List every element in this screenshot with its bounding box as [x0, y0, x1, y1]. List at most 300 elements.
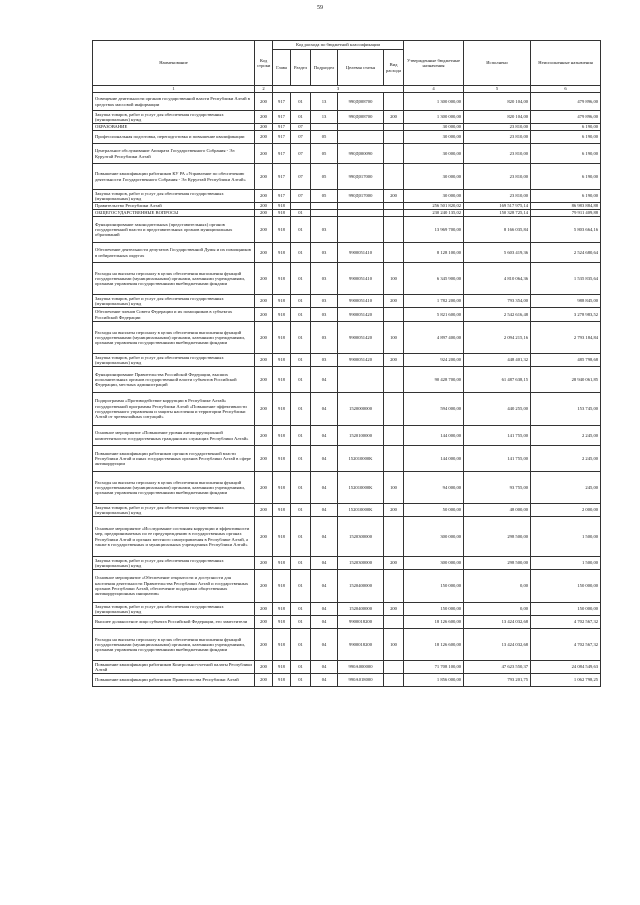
cell-a: 924 200,00: [404, 354, 464, 367]
table-row: [93, 354, 601, 367]
cell-u: 4 702 567,32: [531, 629, 601, 661]
cell-code: 200: [255, 308, 273, 322]
table-row: [93, 308, 601, 322]
table-body: [93, 93, 601, 687]
cell-g: 918: [273, 446, 291, 472]
header-target: Целевая статья: [338, 50, 384, 86]
cell-v: [384, 210, 404, 217]
cell-g: 918: [273, 629, 291, 661]
cell-code: 200: [255, 504, 273, 517]
cell-r: 01: [291, 308, 311, 322]
cell-name: ОБРАЗОВАНИЕ: [93, 124, 255, 131]
cell-u: 150 000,00: [531, 570, 601, 603]
cell-v: [384, 203, 404, 210]
cell-a: 18 126 600,00: [404, 616, 464, 629]
cell-code: 200: [255, 263, 273, 295]
cell-e: 4 810 064,36: [464, 263, 531, 295]
cell-u: 6 190,00: [531, 131, 601, 144]
cell-g: 918: [273, 295, 291, 308]
cell-t: 1520400000: [338, 603, 384, 616]
cell-g: 918: [273, 354, 291, 367]
cell-a: 594 000,00: [404, 393, 464, 426]
index-cell: 6: [531, 86, 601, 93]
cell-a: 300 000,00: [404, 517, 464, 557]
cell-u: 245,00: [531, 472, 601, 504]
cell-t: [338, 210, 384, 217]
cell-a: 30 000,00: [404, 144, 464, 164]
table-row: [93, 393, 601, 426]
cell-t: [338, 217, 384, 243]
cell-v: 200: [384, 557, 404, 570]
cell-p: 13: [311, 111, 338, 124]
cell-a: 5 821 600,00: [404, 308, 464, 322]
table-row: [93, 190, 601, 203]
cell-u: 1 500,00: [531, 557, 601, 570]
cell-code: 200: [255, 164, 273, 190]
cell-name: Функционирование Правительства Российской Федерации, высших исполнительных органов государственной власти субъектов Российской Федерации, местных администраций: [93, 367, 255, 393]
cell-t: [338, 124, 384, 131]
cell-a: 30 000,00: [404, 131, 464, 144]
cell-e: 793 354,00: [464, 295, 531, 308]
cell-a: 71 708 100,00: [404, 661, 464, 674]
cell-g: 918: [273, 367, 291, 393]
cell-v: 100: [384, 629, 404, 661]
cell-code: 200: [255, 661, 273, 674]
cell-v: [384, 144, 404, 164]
cell-name: Повышение квалификации работников Правительства Республики Алтай: [93, 674, 255, 687]
index-cell: 4: [404, 86, 464, 93]
cell-p: [311, 203, 338, 210]
cell-e: 23 810,00: [464, 144, 531, 164]
cell-code: 200: [255, 393, 273, 426]
cell-g: 917: [273, 93, 291, 111]
cell-name: Высшее должностное лицо субъекта Российской Федерации, его заместители: [93, 616, 255, 629]
table-row: [93, 243, 601, 263]
cell-code: 200: [255, 674, 273, 687]
cell-p: 04: [311, 367, 338, 393]
cell-p: 04: [311, 504, 338, 517]
cell-u: 6 190,00: [531, 164, 601, 190]
cell-v: [384, 426, 404, 446]
cell-a: 30 000,00: [404, 124, 464, 131]
header-budget-class: Код расхода по бюджетной классификации: [273, 41, 404, 50]
cell-t: 1520100000: [338, 426, 384, 446]
cell-p: 04: [311, 517, 338, 557]
cell-t: 990Д017000: [338, 164, 384, 190]
cell-r: 01: [291, 243, 311, 263]
cell-name: Обеспечение деятельности депутатов Государственной Думы и их помощников в избирательных округах: [93, 243, 255, 263]
cell-g: 918: [273, 322, 291, 354]
cell-u: 2 245,00: [531, 446, 601, 472]
cell-v: [384, 674, 404, 687]
cell-v: [384, 446, 404, 472]
header-podrazdel: Подраздел: [311, 50, 338, 86]
table-row: [93, 164, 601, 190]
cell-r: 01: [291, 354, 311, 367]
cell-v: [384, 616, 404, 629]
table-row: [93, 472, 601, 504]
cell-t: 152010000K: [338, 504, 384, 517]
cell-g: 917: [273, 111, 291, 124]
cell-g: 918: [273, 308, 291, 322]
cell-u: 2 000,00: [531, 504, 601, 517]
cell-v: 200: [384, 111, 404, 124]
cell-e: 298 500,00: [464, 517, 531, 557]
cell-t: 152010000K: [338, 446, 384, 472]
cell-r: 01: [291, 504, 311, 517]
cell-code: 200: [255, 557, 273, 570]
cell-g: 918: [273, 616, 291, 629]
cell-a: 50 000,00: [404, 504, 464, 517]
cell-t: 9900051410: [338, 295, 384, 308]
cell-u: 3 278 983,52: [531, 308, 601, 322]
cell-a: 150 000,00: [404, 570, 464, 603]
table-row: [93, 263, 601, 295]
cell-e: 2 542 616,48: [464, 308, 531, 322]
cell-g: 918: [273, 570, 291, 603]
cell-e: 23 810,00: [464, 131, 531, 144]
cell-u: 479 896,00: [531, 111, 601, 124]
cell-e: 141 755,00: [464, 426, 531, 446]
cell-r: 01: [291, 517, 311, 557]
cell-r: 01: [291, 426, 311, 446]
cell-g: 917: [273, 164, 291, 190]
cell-code: 200: [255, 111, 273, 124]
cell-t: 9900051410: [338, 263, 384, 295]
cell-name: Функционирование законодательных (представительных) органов государственной власти и представительных органов муниципальных образований: [93, 217, 255, 243]
cell-e: 793 201,75: [464, 674, 531, 687]
cell-v: 100: [384, 472, 404, 504]
cell-r: 01: [291, 616, 311, 629]
table-row: [93, 557, 601, 570]
cell-r: 01: [291, 93, 311, 111]
cell-u: 1 500,00: [531, 517, 601, 557]
table-row: [93, 570, 601, 603]
cell-name: Повышение квалификации работников органов государственной власти Республики Алтай и иных государственных органов Республики Алтай в сфере антикоррупции: [93, 446, 255, 472]
cell-e: 820 104,00: [464, 111, 531, 124]
table-row: [93, 217, 601, 243]
cell-code: 200: [255, 203, 273, 210]
header-code-line: Код строки: [255, 41, 273, 86]
cell-e: 48 000,00: [464, 504, 531, 517]
cell-g: 917: [273, 124, 291, 131]
cell-code: 200: [255, 243, 273, 263]
cell-p: 04: [311, 557, 338, 570]
cell-a: 94 000,00: [404, 472, 464, 504]
cell-u: 988 845,00: [531, 295, 601, 308]
cell-code: 200: [255, 210, 273, 217]
table-row: [93, 616, 601, 629]
cell-name: Освещение деятельности органов государственной власти Республики Алтай в средствах массовой информации: [93, 93, 255, 111]
cell-g: 918: [273, 393, 291, 426]
cell-e: 23 810,00: [464, 164, 531, 190]
table-row: [93, 446, 601, 472]
cell-v: 200: [384, 603, 404, 616]
cell-e: 440 255,00: [464, 393, 531, 426]
cell-p: 05: [311, 190, 338, 203]
cell-t: 9900051420: [338, 354, 384, 367]
cell-a: 230 240 135,02: [404, 210, 464, 217]
cell-t: 1520000000: [338, 393, 384, 426]
cell-a: 13 969 700,00: [404, 217, 464, 243]
cell-r: 01: [291, 603, 311, 616]
cell-t: [338, 131, 384, 144]
cell-g: 918: [273, 674, 291, 687]
cell-r: 01: [291, 263, 311, 295]
cell-t: 990Д000090: [338, 144, 384, 164]
cell-p: 03: [311, 263, 338, 295]
cell-t: 152010000K: [338, 472, 384, 504]
cell-u: 6 190,00: [531, 144, 601, 164]
cell-u: 479 896,00: [531, 93, 601, 111]
cell-u: 2 524 680,64: [531, 243, 601, 263]
cell-name: Повышение квалификации работников Контрольно-счетной палаты Республики Алтай: [93, 661, 255, 674]
cell-name: Закупка товаров, работ и услуг для обеспечения государственных (муниципальных) нужд: [93, 295, 255, 308]
table-row: [93, 517, 601, 557]
cell-t: 990А018000: [338, 674, 384, 687]
cell-r: 01: [291, 629, 311, 661]
cell-u: 153 745,00: [531, 393, 601, 426]
cell-e: 13 424 032,68: [464, 629, 531, 661]
cell-e: 141 755,00: [464, 446, 531, 472]
table-row: [93, 603, 601, 616]
cell-a: 30 000,00: [404, 164, 464, 190]
cell-p: 04: [311, 603, 338, 616]
cell-a: 1 782 200,00: [404, 295, 464, 308]
cell-a: 144 000,00: [404, 426, 464, 446]
cell-g: 918: [273, 243, 291, 263]
cell-p: 04: [311, 446, 338, 472]
cell-u: 6 190,00: [531, 124, 601, 131]
cell-v: [384, 367, 404, 393]
cell-g: 918: [273, 504, 291, 517]
cell-name: Закупка товаров, работ и услуг для обеспечения государственных (муниципальных) нужд: [93, 603, 255, 616]
cell-name: Закупка товаров, работ и услуг для обеспечения государственных (муниципальных) нужд: [93, 354, 255, 367]
cell-u: 28 940 061,85: [531, 367, 601, 393]
cell-code: 200: [255, 446, 273, 472]
cell-p: 13: [311, 93, 338, 111]
cell-e: 820 104,00: [464, 93, 531, 111]
cell-code: 200: [255, 472, 273, 504]
header-executed: Исполнено: [464, 41, 531, 86]
cell-e: 169 517 975,14: [464, 203, 531, 210]
cell-name: Правительство Республики Алтай: [93, 203, 255, 210]
cell-r: 01: [291, 661, 311, 674]
cell-r: 01: [291, 217, 311, 243]
cell-code: 200: [255, 629, 273, 661]
cell-t: 9900018200: [338, 629, 384, 661]
cell-v: [384, 217, 404, 243]
cell-v: [384, 308, 404, 322]
cell-g: 918: [273, 203, 291, 210]
cell-g: 918: [273, 661, 291, 674]
cell-t: 1520300000: [338, 557, 384, 570]
cell-g: 918: [273, 210, 291, 217]
cell-code: 200: [255, 616, 273, 629]
table-row: [93, 144, 601, 164]
cell-t: 990А000000: [338, 661, 384, 674]
cell-r: 07: [291, 124, 311, 131]
header-approved: Утвержденные бюджетные назначения: [404, 41, 464, 86]
cell-e: 13 424 032,68: [464, 616, 531, 629]
cell-a: 144 000,00: [404, 446, 464, 472]
cell-e: 93 755,00: [464, 472, 531, 504]
cell-g: 918: [273, 603, 291, 616]
cell-e: 150 328 725,14: [464, 210, 531, 217]
cell-name: Расходы на выплаты персоналу в целях обеспечения выполнения функций государственными (муниципальными) органами, казенными учреждениями, органами управления государственными внебюджетными фондами: [93, 322, 255, 354]
cell-p: 03: [311, 217, 338, 243]
cell-r: 01: [291, 472, 311, 504]
cell-v: [384, 570, 404, 603]
index-cell: 3: [273, 86, 404, 93]
cell-p: 05: [311, 131, 338, 144]
cell-e: 61 487 638,15: [464, 367, 531, 393]
cell-v: [384, 393, 404, 426]
table-row: [93, 210, 601, 217]
table-row: [93, 131, 601, 144]
cell-e: 0,00: [464, 603, 531, 616]
table-row: [93, 111, 601, 124]
table-row: [93, 674, 601, 687]
cell-name: Основное мероприятие «Обеспечение открытости и доступности для населения деятельности Правительства Республики Алтай и государственных органов Республики Алтай, обеспечение поддержки общественных антикоррупционных инициатив»: [93, 570, 255, 603]
cell-g: 918: [273, 426, 291, 446]
table-row: [93, 124, 601, 131]
table-row: [93, 203, 601, 210]
cell-code: 200: [255, 517, 273, 557]
cell-v: [384, 164, 404, 190]
cell-g: 917: [273, 131, 291, 144]
cell-code: 200: [255, 603, 273, 616]
cell-p: 03: [311, 243, 338, 263]
cell-name: Повышение квалификации работников КУ РА «Управление по обеспечению деятельности Государственного Собрания - Эл Курултай Республики Алтай»: [93, 164, 255, 190]
cell-r: 01: [291, 570, 311, 603]
cell-t: 9900051420: [338, 308, 384, 322]
page-number: 59: [317, 5, 323, 11]
cell-a: 6 345 900,00: [404, 263, 464, 295]
cell-v: [384, 661, 404, 674]
table-row: [93, 295, 601, 308]
cell-name: ОБЩЕГОСУДАРСТВЕННЫЕ ВОПРОСЫ: [93, 210, 255, 217]
cell-a: 90 428 700,00: [404, 367, 464, 393]
cell-u: 2 793 184,84: [531, 322, 601, 354]
header-unexecuted: Неисполненные назначения: [531, 41, 601, 86]
table-row: [93, 367, 601, 393]
cell-t: [338, 203, 384, 210]
cell-a: 30 000,00: [404, 190, 464, 203]
cell-e: 47 623 550,37: [464, 661, 531, 674]
table-row: [93, 661, 601, 674]
cell-v: [384, 131, 404, 144]
cell-t: 9900018200: [338, 616, 384, 629]
cell-v: 200: [384, 295, 404, 308]
cell-p: 04: [311, 426, 338, 446]
cell-e: 23 810,00: [464, 124, 531, 131]
index-cell: 1: [93, 86, 255, 93]
cell-v: [384, 517, 404, 557]
index-cell: 5: [464, 86, 531, 93]
cell-r: 01: [291, 322, 311, 354]
cell-a: 8 128 100,00: [404, 243, 464, 263]
cell-u: 5 803 664,16: [531, 217, 601, 243]
cell-code: 200: [255, 124, 273, 131]
header-name: Наименование: [93, 41, 255, 86]
cell-u: 1 062 798,25: [531, 674, 601, 687]
cell-g: 918: [273, 557, 291, 570]
cell-t: 990Д008700: [338, 111, 384, 124]
cell-v: [384, 243, 404, 263]
cell-v: [384, 124, 404, 131]
cell-r: 07: [291, 131, 311, 144]
cell-p: 04: [311, 616, 338, 629]
cell-name: Основное мероприятие «Исследование состояния коррупции и эффективности мер, предпринимаемых по ее предупреждению в государственных органах Республики Алтай и органах местного самоуправления в Республике Алтай, а также в государственных и муниципальных учреждениях Республики Алтай»: [93, 517, 255, 557]
header-razdel: Раздел: [291, 50, 311, 86]
cell-p: 04: [311, 472, 338, 504]
cell-a: 300 000,00: [404, 557, 464, 570]
cell-r: 07: [291, 144, 311, 164]
cell-u: 150 000,00: [531, 603, 601, 616]
cell-r: 01: [291, 557, 311, 570]
table-row: [93, 504, 601, 517]
cell-name: Закупка товаров, работ и услуг для обеспечения государственных (муниципальных) нужд: [93, 557, 255, 570]
cell-name: Закупка товаров, работ и услуг для обеспечения государственных (муниципальных) нужд: [93, 504, 255, 517]
cell-e: 5 603 419,36: [464, 243, 531, 263]
index-cell: 2: [255, 86, 273, 93]
cell-r: [291, 203, 311, 210]
cell-p: 04: [311, 629, 338, 661]
cell-t: 9900051420: [338, 322, 384, 354]
cell-p: 03: [311, 295, 338, 308]
cell-name: Основное мероприятие «Повышение уровня антикоррупционной компетентности государственных гражданских служащих Республики Алтай»: [93, 426, 255, 446]
cell-u: 24 084 549,63: [531, 661, 601, 674]
cell-code: 200: [255, 322, 273, 354]
header-vid: Вид расхода: [384, 50, 404, 86]
cell-e: 23 810,00: [464, 190, 531, 203]
cell-r: 01: [291, 111, 311, 124]
cell-a: 256 501 820,02: [404, 203, 464, 210]
cell-u: 2 245,00: [531, 426, 601, 446]
cell-code: 200: [255, 93, 273, 111]
cell-a: 1 300 000,00: [404, 111, 464, 124]
cell-g: 917: [273, 144, 291, 164]
cell-v: 200: [384, 504, 404, 517]
cell-r: 01: [291, 295, 311, 308]
cell-u: 6 190,00: [531, 190, 601, 203]
cell-p: [311, 210, 338, 217]
cell-p: [311, 124, 338, 131]
cell-code: 200: [255, 570, 273, 603]
cell-name: Профессиональная подготовка, переподготовка и повышение квалификации: [93, 131, 255, 144]
cell-g: 917: [273, 190, 291, 203]
cell-a: 4 897 400,00: [404, 322, 464, 354]
cell-r: 01: [291, 210, 311, 217]
cell-u: 4 702 567,32: [531, 616, 601, 629]
cell-v: 200: [384, 190, 404, 203]
cell-p: 05: [311, 144, 338, 164]
cell-p: 03: [311, 308, 338, 322]
cell-name: Расходы на выплаты персоналу в целях обеспечения выполнения функций государственными (муниципальными) органами, казенными учреждениями, органами управления государственными внебюджетными фондами: [93, 629, 255, 661]
cell-v: 200: [384, 354, 404, 367]
cell-p: 03: [311, 322, 338, 354]
cell-name: Подпрограмма «Противодействие коррупции в Республике Алтай» государственной программы Республики Алтай «Повышение эффективности государственного управления и защиты населения и территории Республики Алтай от чрезвычайных ситуаций»: [93, 393, 255, 426]
cell-name: Расходы на выплаты персоналу в целях обеспечения выполнения функций государственными (муниципальными) органами, казенными учреждениями, органами управления государственными внебюджетными фондами: [93, 472, 255, 504]
cell-name: Обеспечение членов Совета Федерации и их помощников в субъектах Российской Федерации: [93, 308, 255, 322]
cell-r: 07: [291, 164, 311, 190]
cell-name: Расходы на выплаты персоналу в целях обеспечения выполнения функций государственными (муниципальными) органами, казенными учреждениями, органами управления государственными внебюджетными фондами: [93, 263, 255, 295]
cell-r: 01: [291, 674, 311, 687]
cell-code: 200: [255, 131, 273, 144]
cell-p: 03: [311, 354, 338, 367]
cell-a: 1 300 000,00: [404, 93, 464, 111]
